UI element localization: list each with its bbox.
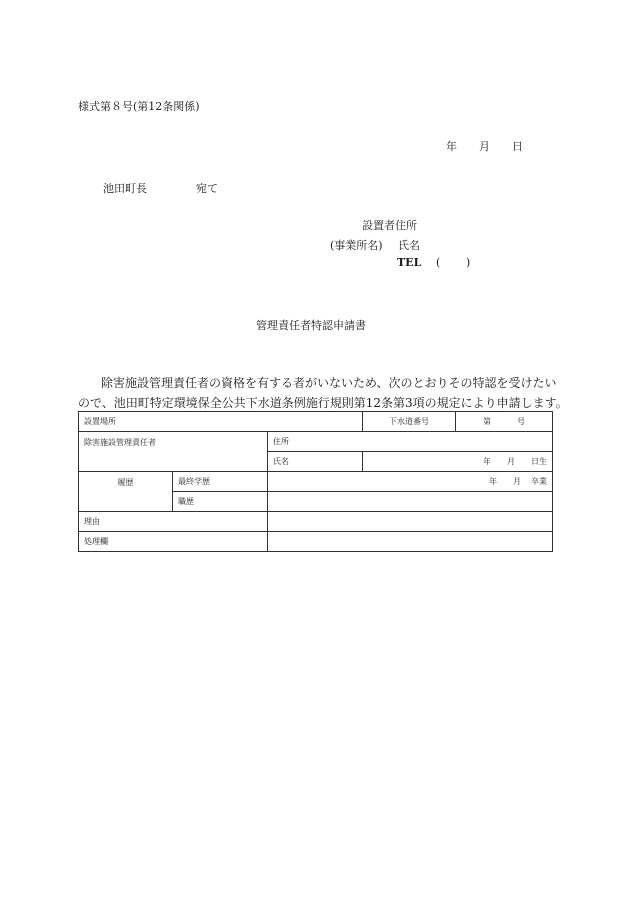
manager-name-label: 氏名	[268, 452, 363, 472]
date-line	[446, 138, 523, 154]
date-day-label: 日	[512, 140, 523, 153]
addressee-name: 池田町長	[103, 182, 147, 195]
applicant-office-label: (事業所名)	[330, 239, 383, 252]
date-month-label: 月	[479, 140, 490, 153]
body-line-2: ので、池田町特定環境保全公共下水道条例施行規則第12条第3項の規定により申請します。	[78, 396, 568, 410]
application-table	[78, 411, 553, 552]
manager-address-label: 住所	[268, 432, 553, 452]
applicant-address-label: 設置者住所	[362, 219, 417, 232]
birth-month-label: 月	[507, 457, 516, 466]
career-value	[268, 492, 553, 512]
sewer-number-cell	[456, 412, 553, 432]
date-year-label: 年	[446, 140, 457, 153]
grad-year-label: 年	[489, 477, 498, 486]
table-row	[79, 412, 553, 432]
reason-value	[268, 512, 553, 532]
applicant-name-label: 氏名	[398, 239, 420, 252]
processing-value	[268, 532, 553, 552]
birth-year-label: 年	[483, 457, 492, 466]
applicant-tel-close: )	[466, 256, 471, 269]
processing-label: 処理欄	[79, 532, 268, 552]
education-label: 最終学歴	[173, 472, 268, 492]
sewer-number-suffix: 号	[517, 417, 526, 426]
applicant-tel-label: TEL	[397, 256, 422, 269]
addressee-suffix: 宛て	[196, 182, 218, 195]
graduation-date-cell	[268, 472, 553, 492]
document-title: 管理責任者特認申請書	[256, 319, 366, 332]
birth-date-cell	[363, 452, 553, 472]
applicant-tel-open: (	[436, 256, 441, 269]
grad-suffix-label: 卒業	[531, 477, 548, 486]
form-number: 様式第８号(第12条関係)	[78, 100, 200, 113]
birth-day-label: 日生	[531, 457, 548, 466]
installation-place-label: 設置場所	[79, 412, 363, 432]
history-label: 履歴	[79, 472, 173, 512]
reason-label: 理由	[79, 512, 268, 532]
grad-month-label: 月	[513, 477, 522, 486]
sewer-number-label: 下水道番号	[363, 412, 456, 432]
sewer-number-prefix: 第	[483, 417, 492, 426]
body-line-1: 除害施設管理責任者の資格を有する者がいないため、次のとおりその特認を受けたい	[101, 376, 557, 390]
table-row	[79, 472, 553, 492]
career-label: 職歴	[173, 492, 268, 512]
manager-label: 除害施設管理責任者	[79, 432, 268, 472]
table-row	[79, 432, 553, 452]
table-row	[79, 512, 553, 532]
table-row	[79, 532, 553, 552]
